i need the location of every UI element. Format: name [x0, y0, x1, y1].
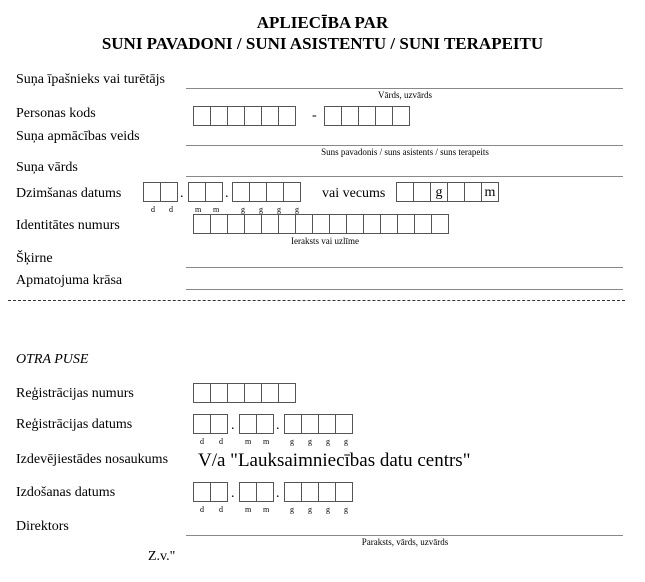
document-title-line1: APLIECĪBA PAR	[256, 13, 389, 32]
identity-number-label: Identitātes numurs	[16, 218, 120, 233]
owner-label: Suņa īpašnieks vai turētājs	[16, 72, 165, 87]
age-box[interactable]	[464, 182, 482, 202]
seal-label: Z.v."	[148, 549, 176, 564]
digit-box[interactable]	[193, 106, 211, 126]
reg-day-boxes[interactable]	[193, 414, 228, 434]
personal-code-separator: -	[312, 108, 317, 123]
date-letter: m	[263, 437, 270, 446]
year-box[interactable]	[301, 482, 319, 502]
digit-box[interactable]	[278, 214, 296, 234]
year-box[interactable]	[335, 414, 353, 434]
digit-box[interactable]	[261, 383, 279, 403]
birth-date-label: Dzimšanas datums	[16, 186, 122, 201]
issue-day-boxes[interactable]	[193, 482, 228, 502]
years-box: g	[430, 182, 448, 202]
date-dot: .	[180, 186, 184, 201]
month-box[interactable]	[256, 482, 274, 502]
director-label: Direktors	[16, 519, 69, 534]
digit-box[interactable]	[227, 214, 245, 234]
digit-box[interactable]	[397, 214, 415, 234]
cut-line-divider	[8, 300, 625, 301]
date-letter: g	[308, 437, 312, 446]
owner-hint: Vārds, uzvārds	[378, 90, 432, 100]
digit-box[interactable]	[278, 383, 296, 403]
training-type-hint: Suns pavadonis / suns asistents / suns terapeits	[321, 147, 489, 157]
document-title-line2: SUNI PAVADONI / SUNI ASISTENTU / SUNI TERAPEITU	[101, 34, 544, 53]
day-box[interactable]	[193, 482, 211, 502]
birth-month-boxes[interactable]	[188, 182, 223, 202]
month-box[interactable]	[256, 414, 274, 434]
personal-code-label: Personas kods	[16, 106, 96, 121]
date-letter: d	[200, 437, 204, 446]
training-type-line[interactable]	[186, 145, 623, 146]
year-box[interactable]	[232, 182, 250, 202]
back-side-heading: OTRA PUSE	[16, 352, 89, 367]
digit-box[interactable]	[244, 214, 262, 234]
digit-box[interactable]	[244, 383, 262, 403]
digit-box[interactable]	[210, 214, 228, 234]
age-box[interactable]	[447, 182, 465, 202]
digit-box[interactable]	[414, 214, 432, 234]
date-dot: .	[276, 418, 280, 433]
year-box[interactable]	[284, 414, 302, 434]
digit-box[interactable]	[363, 214, 381, 234]
months-box: m	[481, 182, 499, 202]
training-type-label: Suņa apmācības veids	[16, 129, 140, 144]
issuer-value: V/a "Lauksaimniecības datu centrs"	[198, 450, 471, 471]
signature-hint: Paraksts, vārds, uzvārds	[361, 537, 449, 547]
digit-box[interactable]	[193, 214, 211, 234]
identity-hint: Ieraksts vai uzlīme	[291, 236, 359, 246]
year-box[interactable]	[284, 482, 302, 502]
reg-number-label: Reģistrācijas numurs	[16, 386, 134, 401]
or-age-label: vai vecums	[322, 186, 386, 201]
date-dot: .	[231, 486, 235, 501]
coat-color-line[interactable]	[186, 289, 623, 290]
year-box[interactable]	[249, 182, 267, 202]
date-letter: g	[290, 437, 294, 446]
date-letter: g	[295, 205, 299, 214]
director-signature-line[interactable]	[186, 535, 623, 536]
day-box[interactable]	[210, 482, 228, 502]
digit-box[interactable]	[278, 106, 296, 126]
age-box[interactable]	[413, 182, 431, 202]
month-box[interactable]	[239, 482, 257, 502]
digit-box[interactable]	[261, 214, 279, 234]
dog-name-label: Suņa vārds	[16, 160, 78, 175]
digit-box[interactable]	[244, 106, 262, 126]
date-letter: g	[277, 205, 281, 214]
dog-name-line[interactable]	[186, 176, 623, 177]
issue-month-boxes[interactable]	[239, 482, 274, 502]
date-dot: .	[231, 418, 235, 433]
birth-day-boxes[interactable]	[143, 182, 178, 202]
date-letter: g	[344, 505, 348, 514]
year-box[interactable]	[318, 414, 336, 434]
digit-box[interactable]	[375, 106, 393, 126]
digit-box[interactable]	[341, 106, 359, 126]
coat-color-label: Apmatojuma krāsa	[16, 273, 123, 288]
day-box[interactable]	[160, 182, 178, 202]
date-letter: g	[290, 505, 294, 514]
date-letter: m	[213, 205, 220, 214]
digit-box[interactable]	[227, 383, 245, 403]
digit-box[interactable]	[261, 106, 279, 126]
digit-box[interactable]	[295, 214, 313, 234]
date-letter: m	[245, 505, 252, 514]
month-box[interactable]	[239, 414, 257, 434]
personal-code-part1-boxes[interactable]	[193, 106, 296, 126]
digit-box[interactable]	[210, 383, 228, 403]
date-dot: .	[276, 486, 280, 501]
digit-box[interactable]	[392, 106, 410, 126]
issuer-label: Izdevējiestādes nosaukums	[16, 452, 169, 467]
reg-month-boxes[interactable]	[239, 414, 274, 434]
year-box[interactable]	[301, 414, 319, 434]
age-boxes[interactable]	[396, 182, 499, 202]
date-letter: g	[308, 505, 312, 514]
date-letter: m	[263, 505, 270, 514]
digit-box[interactable]	[431, 214, 449, 234]
digit-box[interactable]	[358, 106, 376, 126]
breed-line[interactable]	[186, 267, 623, 268]
digit-box[interactable]	[324, 106, 342, 126]
date-letter: m	[195, 205, 202, 214]
breed-label: Šķirne	[16, 251, 53, 266]
reg-number-boxes[interactable]	[193, 383, 296, 403]
digit-box[interactable]	[193, 383, 211, 403]
date-letter: d	[151, 205, 155, 214]
issue-year-boxes[interactable]	[284, 482, 353, 502]
digit-box[interactable]	[346, 214, 364, 234]
reg-date-label: Reģistrācijas datums	[16, 417, 133, 432]
date-letter: m	[245, 437, 252, 446]
year-box[interactable]	[335, 482, 353, 502]
age-box[interactable]	[396, 182, 414, 202]
digit-box[interactable]	[380, 214, 398, 234]
personal-code-part2-boxes[interactable]	[324, 106, 410, 126]
birth-year-boxes[interactable]	[232, 182, 301, 202]
date-letter: d	[200, 505, 204, 514]
date-letter: d	[219, 505, 223, 514]
issue-date-label: Izdošanas datums	[16, 485, 116, 500]
identity-number-boxes[interactable]	[193, 214, 449, 234]
date-letter: g	[241, 205, 245, 214]
day-box[interactable]	[143, 182, 161, 202]
date-letter: g	[326, 437, 330, 446]
digit-box[interactable]	[227, 106, 245, 126]
day-box[interactable]	[193, 414, 211, 434]
date-letter: g	[344, 437, 348, 446]
day-box[interactable]	[210, 414, 228, 434]
year-box[interactable]	[283, 182, 301, 202]
date-letter: g	[326, 505, 330, 514]
digit-box[interactable]	[210, 106, 228, 126]
month-box[interactable]	[188, 182, 206, 202]
owner-line[interactable]	[186, 88, 623, 89]
month-box[interactable]	[205, 182, 223, 202]
date-dot: .	[225, 186, 229, 201]
date-letter: g	[259, 205, 263, 214]
year-box[interactable]	[318, 482, 336, 502]
reg-year-boxes[interactable]	[284, 414, 353, 434]
date-letter: d	[219, 437, 223, 446]
digit-box[interactable]	[329, 214, 347, 234]
year-box[interactable]	[266, 182, 284, 202]
date-letter: d	[169, 205, 173, 214]
digit-box[interactable]	[312, 214, 330, 234]
